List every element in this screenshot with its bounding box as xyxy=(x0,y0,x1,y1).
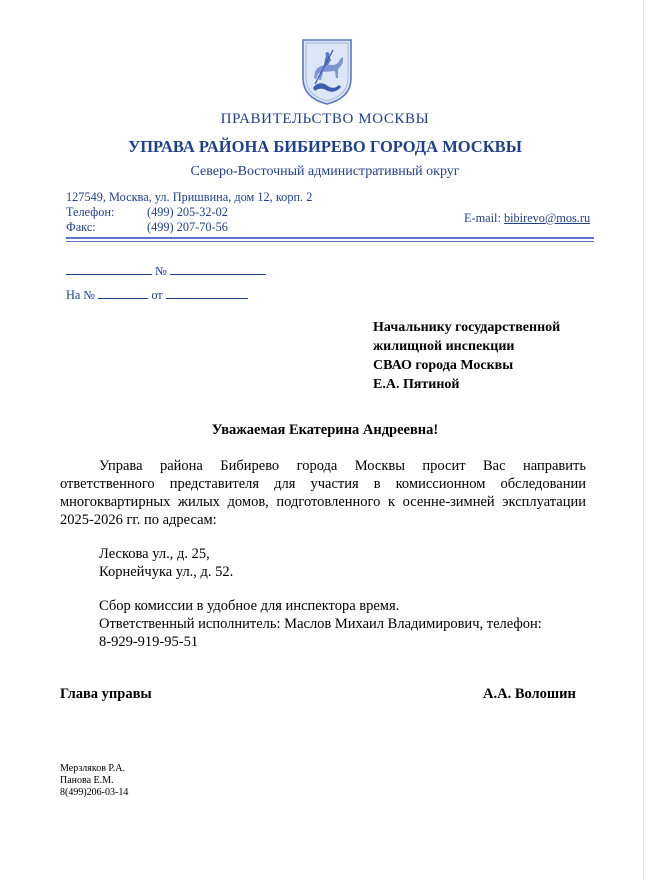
email-block xyxy=(464,211,590,226)
organization-name: УПРАВА РАЙОНА БИБИРЕВО ГОРОДА МОСКВЫ xyxy=(128,137,522,156)
phone-label: Телефон: xyxy=(66,205,115,219)
letterhead-rule-thick xyxy=(66,237,594,239)
addressee-line: Начальнику государственной xyxy=(373,320,561,335)
addressee-block xyxy=(373,318,560,394)
reference-number-blank xyxy=(98,286,148,299)
outgoing-number-line xyxy=(66,262,266,279)
outgoing-number-blank xyxy=(170,262,266,275)
addressee-line: СВАО города Москвы xyxy=(373,358,514,373)
email-link[interactable]: bibirevo@mos.ru xyxy=(503,211,591,225)
letterhead-rule-thin xyxy=(66,241,594,242)
reference-date-blank xyxy=(166,286,248,299)
address-item: Корнейчука ул., д. 52. xyxy=(99,564,234,580)
reference-line xyxy=(66,286,248,303)
moscow-coat-of-arms-icon xyxy=(301,38,353,106)
district-name: Северо-Восточный административный округ xyxy=(190,164,460,179)
addressee-line: жилищной инспекции xyxy=(373,339,515,354)
executor-line: Ответственный исполнитель: Маслов Михаил Владимирович, телефон: xyxy=(99,616,542,632)
greeting: Уважаемая Екатерина Андреевна! xyxy=(211,422,439,438)
prepared-by-phone: 8(499)206-03-14 xyxy=(60,787,129,798)
fax-number: (499) 207-70-56 xyxy=(147,220,228,234)
prepared-by-line: Мерзляков Р.А. xyxy=(60,763,125,774)
number-sign: № xyxy=(155,264,167,278)
commission-note: Сбор комиссии в удобное для инспектора время. xyxy=(99,598,400,614)
letter-paragraph: Управа района Бибирево города Москвы просит Вас направить ответственного представителя для участия в комиссионном обследовании многоквартирных жилых домов, подготовленного к осенне-зимней эксплуатации 2025-2026 гг. по адресам: xyxy=(60,458,586,528)
reference-prefix: На № xyxy=(66,288,96,302)
email-label: E-mail: xyxy=(464,211,501,225)
address-item: Лескова ул., д. 25, xyxy=(99,546,210,562)
fax-label: Факс: xyxy=(66,220,96,234)
signatory-position: Глава управы xyxy=(60,686,152,702)
prepared-by-line: Панова Е.М. xyxy=(60,775,114,786)
signatory-name: А.А. Волошин xyxy=(483,686,576,702)
phone-number: (499) 205-32-02 xyxy=(147,205,228,219)
outgoing-date-blank xyxy=(66,262,152,275)
executor-phone: 8-929-919-95-51 xyxy=(99,634,199,650)
addressee-line: Е.А. Пятиной xyxy=(373,377,460,392)
postal-address: 127549, Москва, ул. Пришвина, дом 12, корп. 2 xyxy=(66,190,313,204)
reference-from: от xyxy=(151,288,163,302)
government-header: ПРАВИТЕЛЬСТВО МОСКВЫ xyxy=(220,111,430,127)
